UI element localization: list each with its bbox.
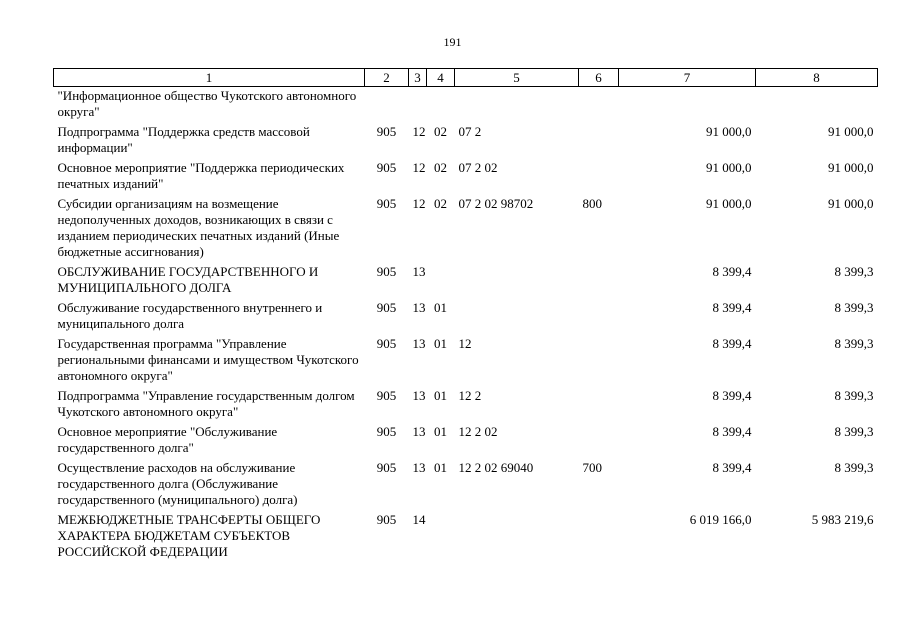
expense-type-cell: 800 — [582, 196, 602, 211]
grbs-code-cell: 905 — [376, 460, 397, 475]
target-article-cell: 07 2 02 98702 — [458, 196, 534, 211]
expense-type-cell — [579, 263, 619, 299]
grbs-code-cell: 905 — [376, 196, 397, 211]
item-name-cell: ОБСЛУЖИВАНИЕ ГОСУДАРСТВЕННОГО И МУНИЦИПАЛЬНОГО ДОЛГА — [57, 264, 319, 295]
subsection-code-cell — [427, 511, 455, 563]
amount-year2-cell: 91 000,0 — [828, 196, 874, 211]
amount-year2-cell: 8 399,3 — [834, 264, 874, 279]
page-number: 191 — [443, 35, 462, 49]
column-header: 2 — [365, 69, 409, 87]
item-name-cell: Подпрограмма "Управление государственным долгом Чукотского автономного округа" — [57, 388, 355, 419]
subsection-code-cell: 01 — [434, 460, 447, 475]
grbs-code-cell: 905 — [376, 388, 397, 403]
amount-year2-cell: 8 399,3 — [834, 460, 874, 475]
item-name-cell: Основное мероприятие "Поддержка периодических печатных изданий" — [57, 160, 345, 191]
target-article-cell: 12 2 — [458, 388, 482, 403]
table-row — [54, 299, 878, 335]
amount-year2-cell: 8 399,3 — [834, 300, 874, 315]
expense-type-cell — [579, 387, 619, 423]
subsection-code-cell: 02 — [434, 160, 447, 175]
amount-year2-cell: 5 983 219,6 — [811, 512, 874, 527]
amount-year2-cell: 8 399,3 — [834, 424, 874, 439]
expense-type-cell — [579, 335, 619, 387]
target-article-cell — [455, 299, 579, 335]
column-header: 4 — [427, 69, 455, 87]
subsection-code-cell: 02 — [434, 124, 447, 139]
target-article-cell — [455, 87, 579, 124]
table-header-row — [54, 69, 878, 87]
amount-year2-cell — [756, 87, 878, 124]
grbs-code-cell — [365, 87, 409, 124]
item-name-cell: Обслуживание государственного внутреннего и муниципального долга — [57, 300, 323, 331]
expense-type-cell — [579, 511, 619, 563]
item-name-cell: Подпрограмма "Поддержка средств массовой информации" — [57, 124, 310, 155]
target-article-cell: 12 2 02 — [458, 424, 498, 439]
amount-year1-cell: 8 399,4 — [712, 424, 752, 439]
subsection-code-cell: 01 — [434, 424, 447, 439]
table-row — [54, 511, 878, 563]
grbs-code-cell: 905 — [376, 160, 397, 175]
table-row — [54, 195, 878, 263]
target-article-cell — [455, 511, 579, 563]
amount-year1-cell — [619, 87, 756, 124]
expense-type-cell — [579, 299, 619, 335]
amount-year1-cell: 6 019 166,0 — [689, 512, 752, 527]
section-code-cell: 13 — [412, 300, 426, 315]
amount-year1-cell: 91 000,0 — [706, 196, 752, 211]
amount-year1-cell: 8 399,4 — [712, 264, 752, 279]
grbs-code-cell: 905 — [376, 264, 397, 279]
section-code-cell: 13 — [412, 336, 426, 351]
grbs-code-cell: 905 — [376, 512, 397, 527]
column-header: 1 — [54, 69, 365, 87]
column-header: 5 — [455, 69, 579, 87]
amount-year1-cell: 91 000,0 — [706, 124, 752, 139]
subsection-code-cell: 01 — [434, 300, 447, 315]
subsection-code-cell — [427, 87, 455, 124]
section-code-cell: 12 — [412, 160, 426, 175]
grbs-code-cell: 905 — [376, 424, 397, 439]
table-row — [54, 87, 878, 124]
grbs-code-cell: 905 — [376, 336, 397, 351]
amount-year2-cell: 91 000,0 — [828, 124, 874, 139]
grbs-code-cell: 905 — [376, 124, 397, 139]
amount-year2-cell: 8 399,3 — [834, 388, 874, 403]
column-header: 6 — [579, 69, 619, 87]
target-article-cell: 07 2 02 — [458, 160, 498, 175]
expense-type-cell — [579, 123, 619, 159]
subsection-code-cell: 02 — [434, 196, 447, 211]
item-name-cell: Государственная программа "Управление региональными финансами и имуществом Чукотского автономного округа" — [57, 336, 359, 383]
target-article-cell — [455, 263, 579, 299]
table-row — [54, 387, 878, 423]
column-header: 3 — [409, 69, 427, 87]
item-name-cell: Основное мероприятие "Обслуживание государственного долга" — [57, 424, 278, 455]
table-row — [54, 263, 878, 299]
section-code-cell — [409, 87, 427, 124]
grbs-code-cell: 905 — [376, 300, 397, 315]
expense-type-cell — [579, 87, 619, 124]
amount-year1-cell: 8 399,4 — [712, 300, 752, 315]
table-row — [54, 123, 878, 159]
section-code-cell: 13 — [412, 460, 426, 475]
table-row — [54, 459, 878, 511]
table-row — [54, 335, 878, 387]
subsection-code-cell — [427, 263, 455, 299]
amount-year1-cell: 8 399,4 — [712, 460, 752, 475]
section-code-cell: 14 — [412, 512, 426, 527]
item-name-cell: Субсидии организациям на возмещение недополученных доходов, возникающих в связи с изданием периодических печатных изданий (Иные бюджетные ассигнования) — [57, 196, 340, 259]
target-article-cell: 07 2 — [458, 124, 482, 139]
expense-type-cell: 700 — [582, 460, 602, 475]
target-article-cell: 12 2 02 69040 — [458, 460, 534, 475]
target-article-cell: 12 — [458, 336, 472, 351]
expense-type-cell — [579, 159, 619, 195]
item-name-cell: "Информационное общество Чукотского автономного округа" — [57, 88, 357, 119]
amount-year1-cell: 8 399,4 — [712, 388, 752, 403]
section-code-cell: 12 — [412, 196, 426, 211]
section-code-cell: 13 — [412, 264, 426, 279]
item-name-cell: МЕЖБЮДЖЕТНЫЕ ТРАНСФЕРТЫ ОБЩЕГО ХАРАКТЕРА БЮДЖЕТАМ СУБЪЕКТОВ РОССИЙСКОЙ ФЕДЕРАЦИИ — [57, 512, 321, 559]
section-code-cell: 12 — [412, 124, 426, 139]
section-code-cell: 13 — [412, 424, 426, 439]
item-name-cell: Осуществление расходов на обслуживание государственного долга (Обслуживание государственного (муниципального) долга) — [57, 460, 298, 507]
amount-year1-cell: 8 399,4 — [712, 336, 752, 351]
subsection-code-cell: 01 — [434, 336, 447, 351]
amount-year1-cell: 91 000,0 — [706, 160, 752, 175]
table-row — [54, 159, 878, 195]
column-header: 7 — [619, 69, 756, 87]
table-body — [54, 87, 878, 564]
budget-table — [53, 68, 878, 563]
subsection-code-cell: 01 — [434, 388, 447, 403]
amount-year2-cell: 8 399,3 — [834, 336, 874, 351]
table-row — [54, 423, 878, 459]
amount-year2-cell: 91 000,0 — [828, 160, 874, 175]
column-header: 8 — [756, 69, 878, 87]
section-code-cell: 13 — [412, 388, 426, 403]
expense-type-cell — [579, 423, 619, 459]
